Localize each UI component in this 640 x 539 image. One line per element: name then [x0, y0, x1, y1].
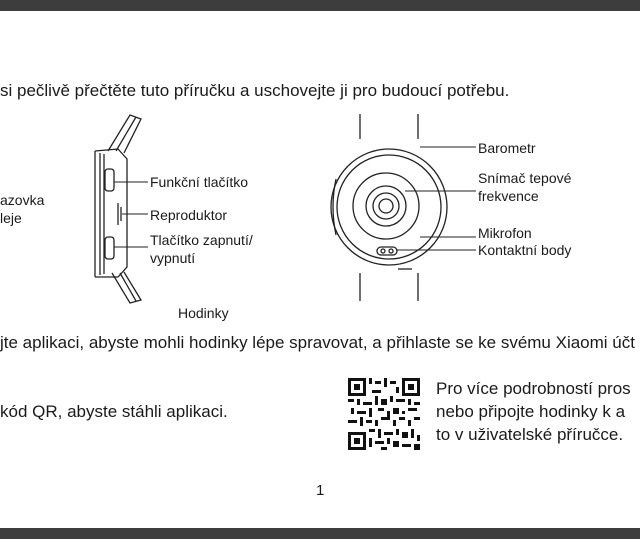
right-leader-lines — [397, 147, 476, 250]
qr-text: kód QR, abyste stáhli aplikaci. — [0, 402, 228, 421]
page-number: 1 — [316, 482, 325, 499]
label-speaker: Reproduktor — [150, 207, 228, 223]
more-info-line1: Pro více podrobností pros — [436, 379, 631, 398]
label-function-button: Funkční tlačítko — [150, 174, 249, 190]
label-hr-sensor-line2: frekvence — [478, 188, 539, 204]
label-barometer: Barometr — [478, 140, 536, 156]
label-power-button-line1: Tlačítko zapnutí/ — [150, 232, 253, 248]
diagram-caption: Hodinky — [178, 305, 229, 321]
label-hr-sensor-line1: Snímač tepové — [478, 170, 572, 186]
more-info-line3: to v uživatelské příručce. — [436, 425, 624, 444]
label-microphone: Mikrofon — [478, 225, 532, 241]
left-leader-lines — [114, 182, 148, 247]
viewer-top-bar — [0, 0, 640, 11]
watch-diagram — [0, 11, 640, 528]
watch-side-view — [95, 115, 141, 303]
label-contacts: Kontaktní body — [478, 242, 572, 258]
viewer-bottom-bar — [0, 528, 640, 539]
label-power-button-line2: vypnutí — [150, 250, 196, 266]
app-text: jte aplikaci, abyste mohli hodinky lépe spravovat, a přihlaste se ke svému Xiaomi účt — [0, 333, 635, 352]
label-screen-line1: azovka — [0, 192, 45, 208]
qr-code[interactable] — [348, 378, 420, 450]
watch-back-view — [331, 114, 447, 301]
intro-text: si pečlivě přečtěte tuto příručku a uschovejte ji pro budoucí potřebu. — [0, 81, 510, 100]
document-page — [0, 11, 640, 528]
label-screen-line2: leje — [0, 210, 22, 226]
more-info-line2: nebo připojte hodinky k a — [436, 402, 626, 421]
